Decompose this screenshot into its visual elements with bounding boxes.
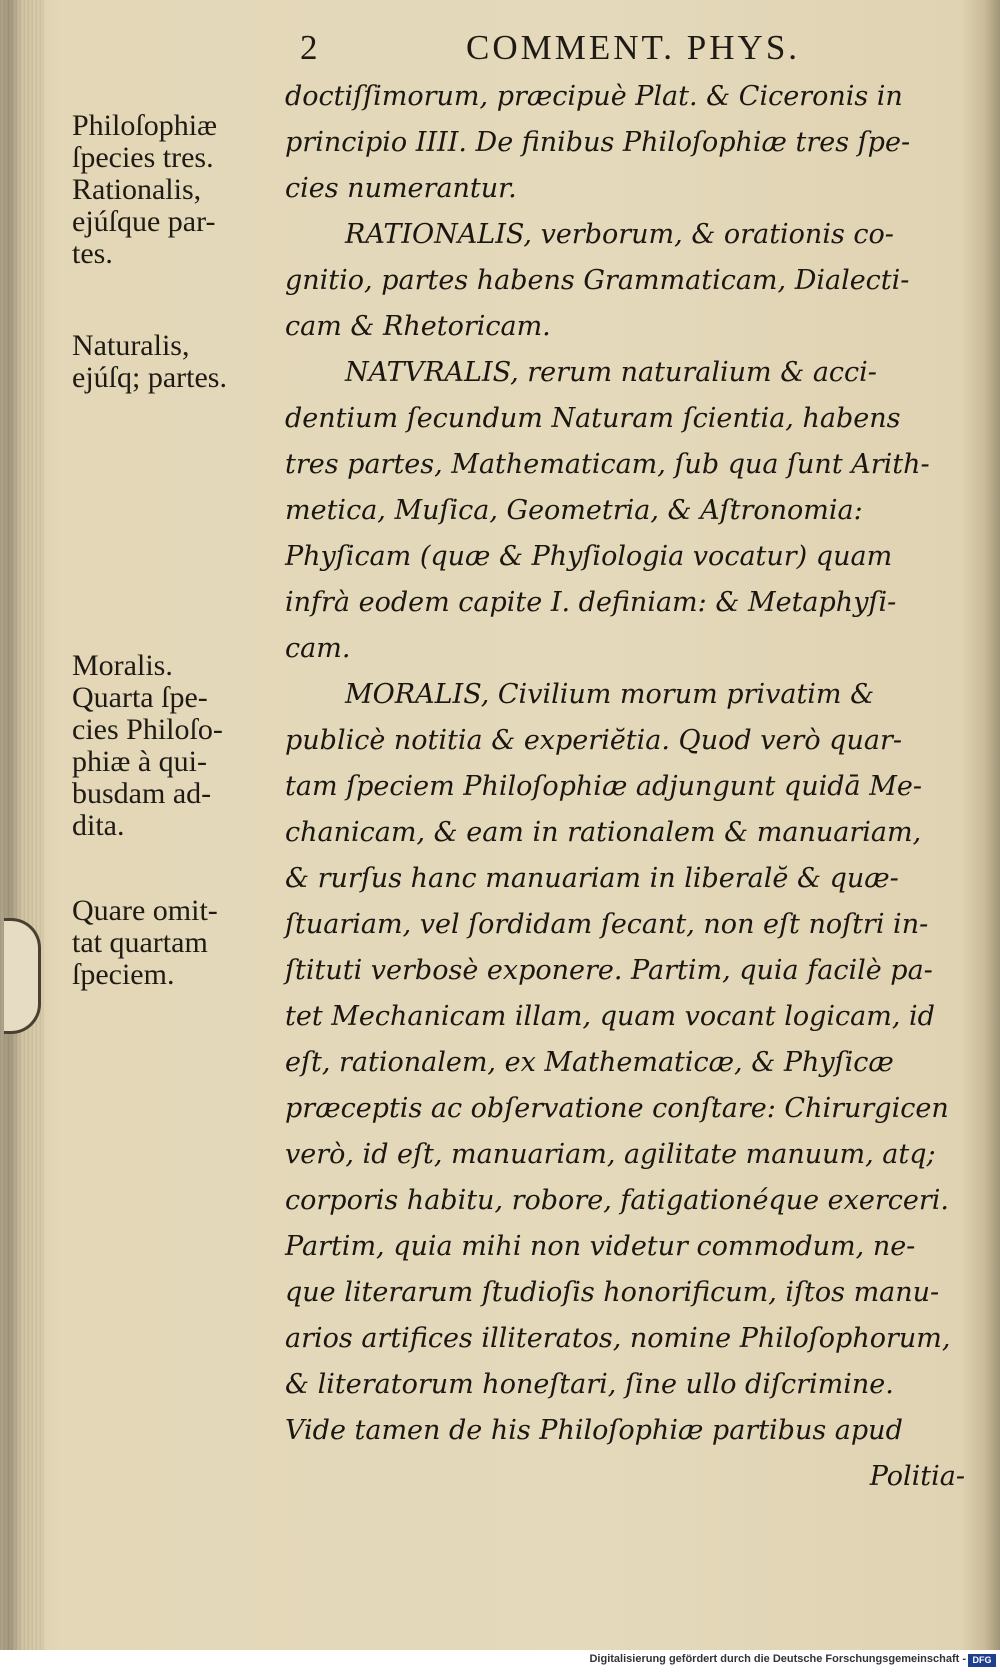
margin-note-line: Naturalis, [72,329,190,362]
text-line: eſt, rationalem, ex Mathematicæ, & Phyſicæ [285,1047,894,1078]
text-line: Partim, quia mihi non videtur commodum, ne- [285,1231,916,1262]
catchword: Politia- [869,1461,965,1492]
margin-note-line: Rationalis, [72,173,202,206]
text-line: Vide tamen de his Philoſophiæ partibus apud [285,1415,903,1446]
text-line: que literarum ſtudioſis honorificum, iſtos manu- [285,1277,940,1308]
text-line: tet Mechanicam illam, quam vocant logicam, id [285,1001,935,1032]
margin-note-line: dita. [72,809,125,842]
margin-note-line: tat quartam [72,926,208,959]
margin-note-line: Moralis. [72,649,173,682]
margin-note-line: Quarta ſpe- [72,681,208,714]
margin-note-line: tes. [72,237,113,270]
text-line: cam & Rhetoricam. [285,311,551,342]
margin-note-moralis [72,650,282,842]
text-line: ſtituti verbosè exponere. Partim, quia facilè pa- [285,955,933,986]
margin-note-line: ejúſque par- [72,205,216,238]
dfg-logo: DFG [968,1654,996,1667]
text-line: corporis habitu, robore, fatigationéque exerceri. [285,1185,949,1216]
margin-note-line: phiæ à qui- [72,745,207,778]
text-line: tres partes, Mathematicam, ſub qua ſunt Arith- [285,449,930,480]
text-line: arios artifices illiteratos, nomine Philoſophorum, [285,1323,951,1354]
margin-note-line: ſpeciem. [72,958,175,991]
text-line: MORALIS, Civilium morum privatim & [345,679,875,710]
text-line: chanicam, & eam in rationalem & manuariam, [285,817,922,848]
text-line: metica, Muſica, Geometria, & Aſtronomia: [285,495,863,526]
margin-note-quare-omittat [72,895,282,991]
margin-note-line: ſpecies tres. [72,141,214,174]
margin-note-line: Philoſophiæ [72,109,218,142]
margin-note-line: ejúſq; partes. [72,361,227,394]
margin-note-line: Quare omit- [72,894,218,927]
text-line: præceptis ac obſervatione conſtare: Chirurgicen [285,1093,949,1124]
text-line: NATVRALIS, rerum naturalium & acci- [345,357,877,388]
running-header [300,28,950,68]
text-line: verò, id eſt, manuariam, agilitate manuum, atq; [285,1139,936,1170]
margin-note-line: cies Philoſo- [72,713,223,746]
text-line: cies numerantur. [285,173,517,204]
page-edge [0,0,44,1650]
margin-note-line: busdam ad- [72,777,212,810]
funding-credit: Digitalisierung gefördert durch die Deutsche Forschungsgemeinschaft - [589,1653,966,1665]
text-line: & literatorum honeſtari, ſine ullo diſcrimine. [285,1369,894,1400]
text-line: principio IIII. De finibus Philoſophiæ tres ſpe- [285,127,911,158]
text-line: infrà eodem capite I. definiam: & Metaphyſi- [285,587,897,618]
page-number: 2 [300,28,321,67]
text-line: & rurſus hanc manuariam in liberalĕ & quæ- [285,863,899,894]
text-line: gnitio, partes habens Grammaticam, Dialecti- [285,265,910,296]
main-text-block [285,74,985,1500]
text-line: tam ſpeciem Philoſophiæ adjungunt quidā Me- [285,771,922,802]
text-line: Phyſicam (quæ & Phyſiologia vocatur) quam [285,541,893,572]
margin-note-naturalis [72,330,282,394]
text-line: dentium ſecundum Naturam ſcientia, habens [285,403,901,434]
binding-clasp [4,918,41,1034]
text-line: RATIONALIS, verborum, & orationis co- [345,219,894,250]
margin-note-philosophy-species [72,110,282,270]
text-line: cam. [285,633,351,664]
text-line: doctiſſimorum, præcipuè Plat. & Ciceronis in [285,81,903,112]
text-line: ſtuariam, vel ſordidam ſecant, non eſt noſtri in- [285,909,929,940]
digitization-footer [0,1650,1000,1672]
text-line: publicè notitia & experiĕtia. Quod verò quar- [285,725,902,756]
running-title: COMMENT. PHYS. [466,28,801,67]
